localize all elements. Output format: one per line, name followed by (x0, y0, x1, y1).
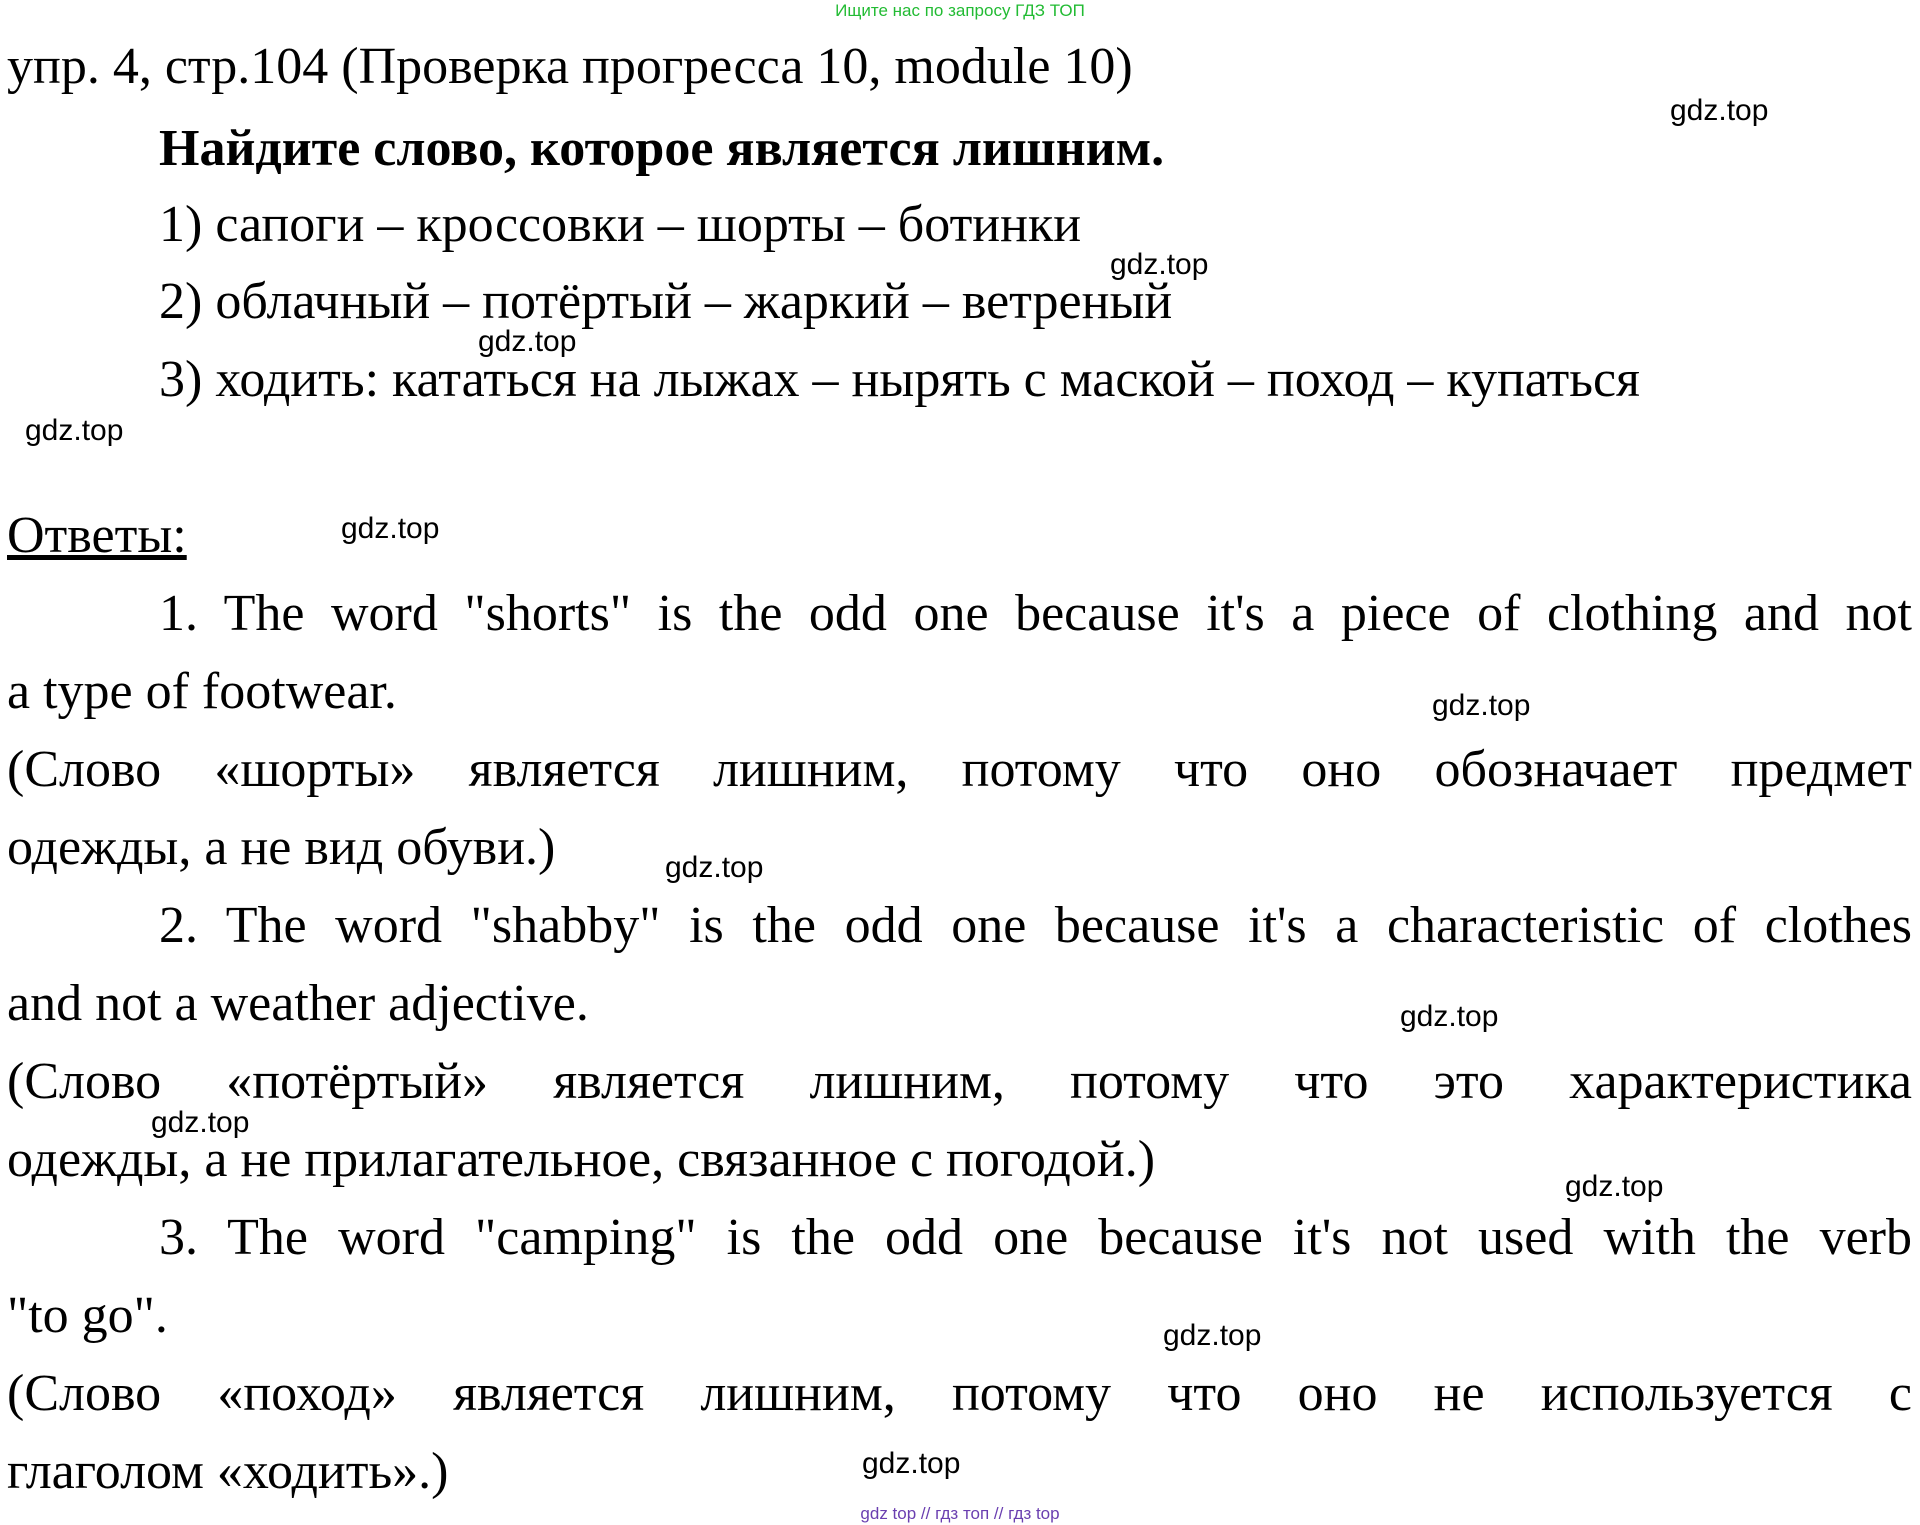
bottom-banner: gdz top // гдз топ // гдз top (860, 1504, 1060, 1523)
watermark: gdz.top (1110, 248, 1209, 281)
watermark: gdz.top (151, 1106, 250, 1139)
answer-1-russian-line-1: (Слово «шорты» является лишним, потому что оно обозначает предмет (7, 741, 1912, 798)
watermark: gdz.top (478, 325, 577, 358)
answer-3-russian-line-1: (Слово «поход» является лишним, потому что оно не используется с (7, 1365, 1912, 1422)
watermark: gdz.top (1432, 689, 1531, 722)
task-instruction: Найдите слово, которое является лишним. (159, 120, 1165, 177)
watermark: gdz.top (1400, 1000, 1499, 1033)
watermark: gdz.top (341, 512, 440, 545)
list-item: 3) ходить: кататься на лыжах – нырять с маской – поход – купаться (159, 351, 1640, 408)
answer-3-russian-line-2: глаголом «ходить».) (7, 1443, 449, 1500)
answer-3-english-line-2: "to go". (7, 1287, 168, 1344)
list-item: 1) сапоги – кроссовки – шорты – ботинки (159, 196, 1082, 253)
watermark: gdz.top (25, 414, 124, 447)
answer-1-english-line-1: 1. The word "shorts" is the odd one because it's a piece of clothing and not (159, 585, 1912, 642)
top-banner: Ищите нас по запросу ГДЗ ТОП (835, 1, 1085, 20)
watermark: gdz.top (665, 851, 764, 884)
watermark: gdz.top (1565, 1170, 1664, 1203)
watermark: gdz.top (1670, 94, 1769, 127)
answer-1-english-line-2: a type of footwear. (7, 663, 397, 720)
list-item: 2) облачный – потёртый – жаркий – ветреный (159, 273, 1173, 330)
answer-2-english-line-2: and not a weather adjective. (7, 975, 589, 1032)
page-title: упр. 4, стр.104 (Проверка прогресса 10, module 10) (7, 38, 1133, 95)
answer-2-russian-line-2: одежды, а не прилагательное, связанное с погодой.) (7, 1131, 1156, 1188)
answer-2-english-line-1: 2. The word "shabby" is the odd one because it's a characteristic of clothes (159, 897, 1912, 954)
answer-2-russian-line-1: (Слово «потёртый» является лишним, потому что это характеристика (7, 1053, 1912, 1110)
answer-3-english-line-1: 3. The word "camping" is the odd one because it's not used with the verb (159, 1209, 1912, 1266)
answers-heading: Ответы: (7, 507, 187, 564)
watermark: gdz.top (862, 1447, 961, 1480)
watermark: gdz.top (1163, 1319, 1262, 1352)
answer-1-russian-line-2: одежды, а не вид обуви.) (7, 819, 556, 876)
